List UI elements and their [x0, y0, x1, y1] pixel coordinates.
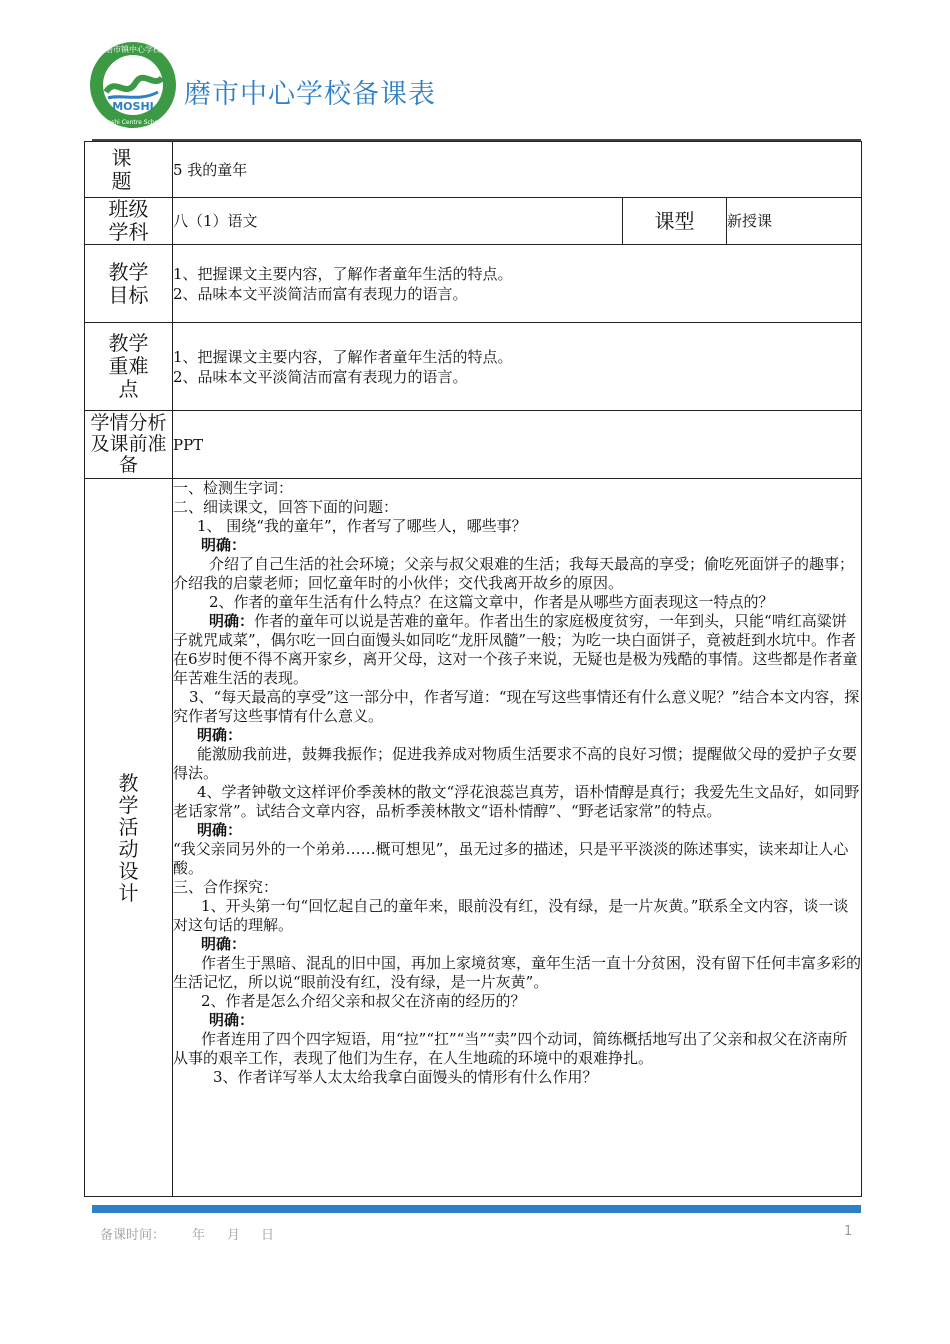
logo-bottom-text: Moshi Centre School — [102, 119, 164, 126]
school-title: 磨市中心学校备课表 — [184, 79, 436, 110]
goals-value — [173, 245, 862, 323]
key-points-label-text: 教学重难点 — [108, 331, 149, 401]
activity-line: “我父亲同另外的一个弟弟……概可想见”，虽无过多的描述，只是平平淡淡的陈述事实，读来却让人心酸。 — [173, 840, 849, 877]
page-header — [88, 40, 860, 140]
activity-line: 明确： — [197, 821, 243, 839]
key-point-item: 2、品味本文平淡简洁而富有表现力的语言。 — [173, 367, 468, 386]
goal-item: 1、把握课文主要内容，了解作者童年生活的特点。 — [173, 264, 513, 283]
activity-line: 明确： — [201, 935, 247, 953]
activity-line-label: 明确： — [209, 612, 255, 630]
activity-line-text: 作者的童年可以说是苦难的童年。作者出生的家庭极度贫穷，一年到头，只能“啃红高粱饼子就咒咸菜”，偶尔吃一回白面馒头如同吃“龙肝凤髓”一般；为吃一块白面饼子，竟被赶到水坑中。作者在6岁时便不得不离开家乡，离开父母，这对一个孩子来说，无疑也是极为残酷的事情。这些都是作者童年苦难生活的表现。 — [173, 612, 858, 687]
type-label: 课型 — [623, 198, 727, 245]
footer-divider — [92, 1205, 861, 1213]
activity-line: 一、检测生字词： — [173, 479, 294, 497]
school-logo-icon — [88, 40, 178, 130]
footer-month: 月 — [227, 1228, 241, 1243]
activity-line: 二、细读课文，回答下面的问题： — [173, 498, 399, 516]
activity-row — [85, 479, 862, 1197]
activity-line: 明确： — [201, 536, 247, 554]
prep-label-text: 学情分析及课前准备 — [90, 412, 167, 476]
activity-line: 2、作者的童年生活有什么特点？在这篇文章中，作者是从哪些方面表现这一特点的？ — [209, 593, 774, 611]
goals-label — [85, 245, 173, 323]
footer-day: 日 — [261, 1228, 275, 1243]
activity-line: 2、作者是怎么介绍父亲和叔父在济南的经历的？ — [201, 992, 526, 1010]
activity-content — [173, 479, 862, 1197]
activity-line: 作者生于黑暗、混乱的旧中国，再加上家境贫寒，童年生活一直十分贫困，没有留下任何丰富多彩的生活记忆，所以说“眼前没有红，没有绿，是一片灰黄”。 — [173, 954, 862, 991]
page-number: 1 — [844, 1224, 853, 1239]
topic-row — [85, 142, 862, 198]
key-points-label — [85, 323, 173, 411]
footer-year: 年 — [192, 1228, 206, 1243]
lesson-plan-table — [84, 141, 862, 1197]
activity-line: 明确： — [197, 726, 243, 744]
activity-line: 3、作者详写举人太太给我拿白面馒头的情形有什么作用？ — [213, 1068, 598, 1086]
class-value: 八（1）语文 — [173, 198, 623, 245]
prep-row — [85, 411, 862, 479]
key-point-item: 1、把握课文主要内容，了解作者童年生活的特点。 — [173, 347, 513, 366]
activity-line: 1、开头第一句“回忆起自己的童年来，眼前没有红，没有绿，是一片灰黄。”联系全文内容，谈一谈对这句话的理解。 — [173, 897, 849, 934]
activity-line: 1、 围绕“我的童年”，作者写了哪些人，哪些事？ — [197, 517, 527, 535]
activity-label-text: 教学活动设计 — [118, 770, 139, 905]
logo-arc-text: 磨市镇中心学校 — [105, 45, 161, 54]
key-points-row — [85, 323, 862, 411]
activity-line: 4、学者钟敬文这样评价季羡林的散文“浮花浪蕊岂真芳，语朴情醇是真行；我爱先生文品好，如同野老话家常”。试结合文章内容，品析季羡林散文“语朴情醇”、“野老话家常”的特点。 — [173, 783, 860, 820]
activity-line: 作者连用了四个四字短语，用“拉”“扛”“当”“卖”四个动词，简练概括地写出了父亲和叔父在济南所从事的艰辛工作，表现了他们为生存，在人生地疏的环境中的艰难挣扎。 — [173, 1030, 848, 1067]
footer-date-label: 备课时间： — [100, 1228, 166, 1243]
activity-line: 能激励我前进，鼓舞我振作；促进我养成对物质生活要求不高的良好习惯；提醒做父母的爱护子女要得法。 — [173, 745, 858, 782]
logo-center-text: MOSHI — [112, 100, 154, 113]
class-label: 班级学科 — [85, 198, 173, 245]
goal-item: 2、品味本文平淡简洁而富有表现力的语言。 — [173, 284, 468, 303]
type-value: 新授课 — [727, 198, 862, 245]
topic-label: 课 题 — [85, 142, 173, 198]
activity-line: 三、合作探究： — [173, 878, 279, 896]
goals-row — [85, 245, 862, 323]
class-row — [85, 198, 862, 245]
prep-label — [85, 411, 173, 479]
activity-label — [85, 479, 173, 1197]
activity-line: 明确： — [209, 1011, 255, 1029]
key-points-value — [173, 323, 862, 411]
prep-value: PPT — [173, 411, 862, 479]
activity-line: 介绍了自己生活的社会环境；父亲与叔父艰难的生活；我每天最高的享受；偷吃死面饼子的趣事；介绍我的启蒙老师；回忆童年时的小伙伴；交代我离开故乡的原因。 — [173, 555, 855, 592]
goals-label-text: 教学目标 — [108, 259, 149, 307]
activity-line — [173, 612, 861, 688]
activity-line: 3、“每天最高的享受”这一部分中，作者写道：“现在写这些事情还有什么意义呢？”结合本文内容，探究作者写这些事情有什么意义。 — [173, 688, 860, 725]
topic-value: 5 我的童年 — [173, 142, 862, 198]
